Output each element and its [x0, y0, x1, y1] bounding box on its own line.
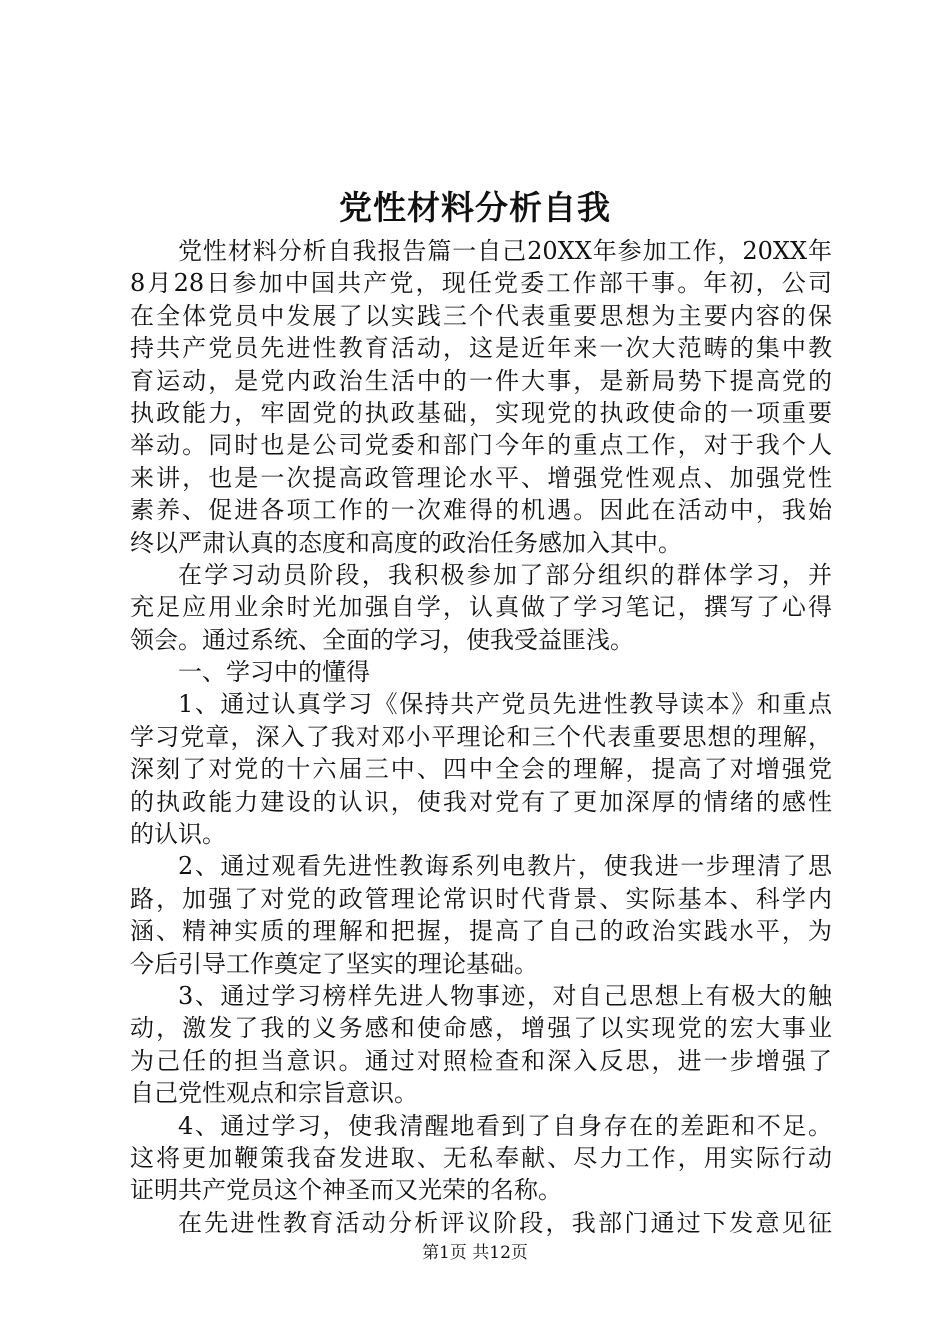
document-body — [130, 235, 832, 1239]
text-line: 自己党性观点和宗旨意识。 — [130, 1079, 418, 1108]
text-line: 2、通过观看先进性教诲系列电教片，使我进一步理清了思 — [178, 852, 832, 881]
text-line: 1、通过认真学习《保持共产党员先进性教导读本》和重点 — [178, 690, 832, 719]
text-line: 举动。同时也是公司党委和部门今年的重点工作，对于我个人 — [130, 431, 832, 460]
text-line: 这将更加鞭策我奋发进取、无私奉献、尽力工作，用实际行动 — [130, 1143, 832, 1172]
text-line: 路，加强了对党的政管理论常识时代背景、实际基本、科学内 — [130, 884, 832, 913]
text-line: 4、通过学习，使我清醒地看到了自身存在的差距和不足。 — [178, 1111, 832, 1140]
text-line: 3、通过学习榜样先进人物事迹，对自己思想上有极大的触 — [178, 981, 832, 1010]
text-line: 终以严肃认真的态度和高度的政治任务感加入其中。 — [130, 528, 682, 557]
text-line: 执政能力，牢固党的执政基础，实现党的执政使命的一项重要 — [130, 398, 832, 427]
text-line: 涵、精神实质的理解和把握，提高了自己的政治实践水平，为 — [130, 917, 832, 946]
text-line: 深刻了对党的十六届三中、四中全会的理解，提高了对增强党 — [130, 755, 832, 784]
document-title: 党性材料分析自我 — [339, 188, 611, 227]
text-line: 8月28日参加中国共产党，现任党委工作部干事。年初，公司 — [130, 269, 832, 298]
text-line: 育运动，是党内政治生活中的一件大事，是新局势下提高党的 — [130, 366, 832, 395]
text-line: 的认识。 — [130, 820, 226, 849]
text-line: 今后引导工作奠定了坚实的理论基础。 — [130, 949, 538, 978]
text-line: 为己任的担当意识。通过对照检查和深入反思，进一步增强了 — [130, 1046, 832, 1075]
text-line: 一、学习中的懂得 — [178, 658, 370, 687]
text-line: 在先进性教育活动分析评议阶段，我部门通过下发意见征 — [178, 1208, 832, 1237]
text-line: 素养、促进各项工作的一次难得的机遇。因此在活动中，我始 — [130, 496, 832, 525]
text-line: 的执政能力建设的认识，使我对党有了更加深厚的情绪的感性 — [130, 787, 832, 816]
text-line: 领会。通过系统、全面的学习，使我受益匪浅。 — [130, 625, 634, 654]
text-line: 党性材料分析自我报告篇一自己20XX年参加工作，20XX年 — [178, 237, 832, 265]
text-line: 充足应用业余时光加强自学，认真做了学习笔记，撰写了心得 — [130, 593, 832, 622]
text-line: 学习党章，深入了我对邓小平理论和三个代表重要思想的理解， — [130, 722, 832, 751]
text-line: 动，激发了我的义务感和使命感，增强了以实现党的宏大事业 — [130, 1014, 832, 1043]
page-footer: 第1页 共12页 — [422, 1243, 528, 1263]
text-line: 证明共产党员这个神圣而又光荣的名称。 — [130, 1176, 562, 1205]
text-line: 来讲，也是一次提高政管理论水平、增强党性观点、加强党性 — [130, 463, 832, 492]
text-line: 在全体党员中发展了以实践三个代表重要思想为主要内容的保 — [130, 301, 832, 330]
text-line: 持共产党员先进性教育活动，这是近年来一次大范畴的集中教 — [130, 334, 832, 363]
text-line: 在学习动员阶段，我积极参加了部分组织的群体学习，并 — [178, 560, 832, 589]
